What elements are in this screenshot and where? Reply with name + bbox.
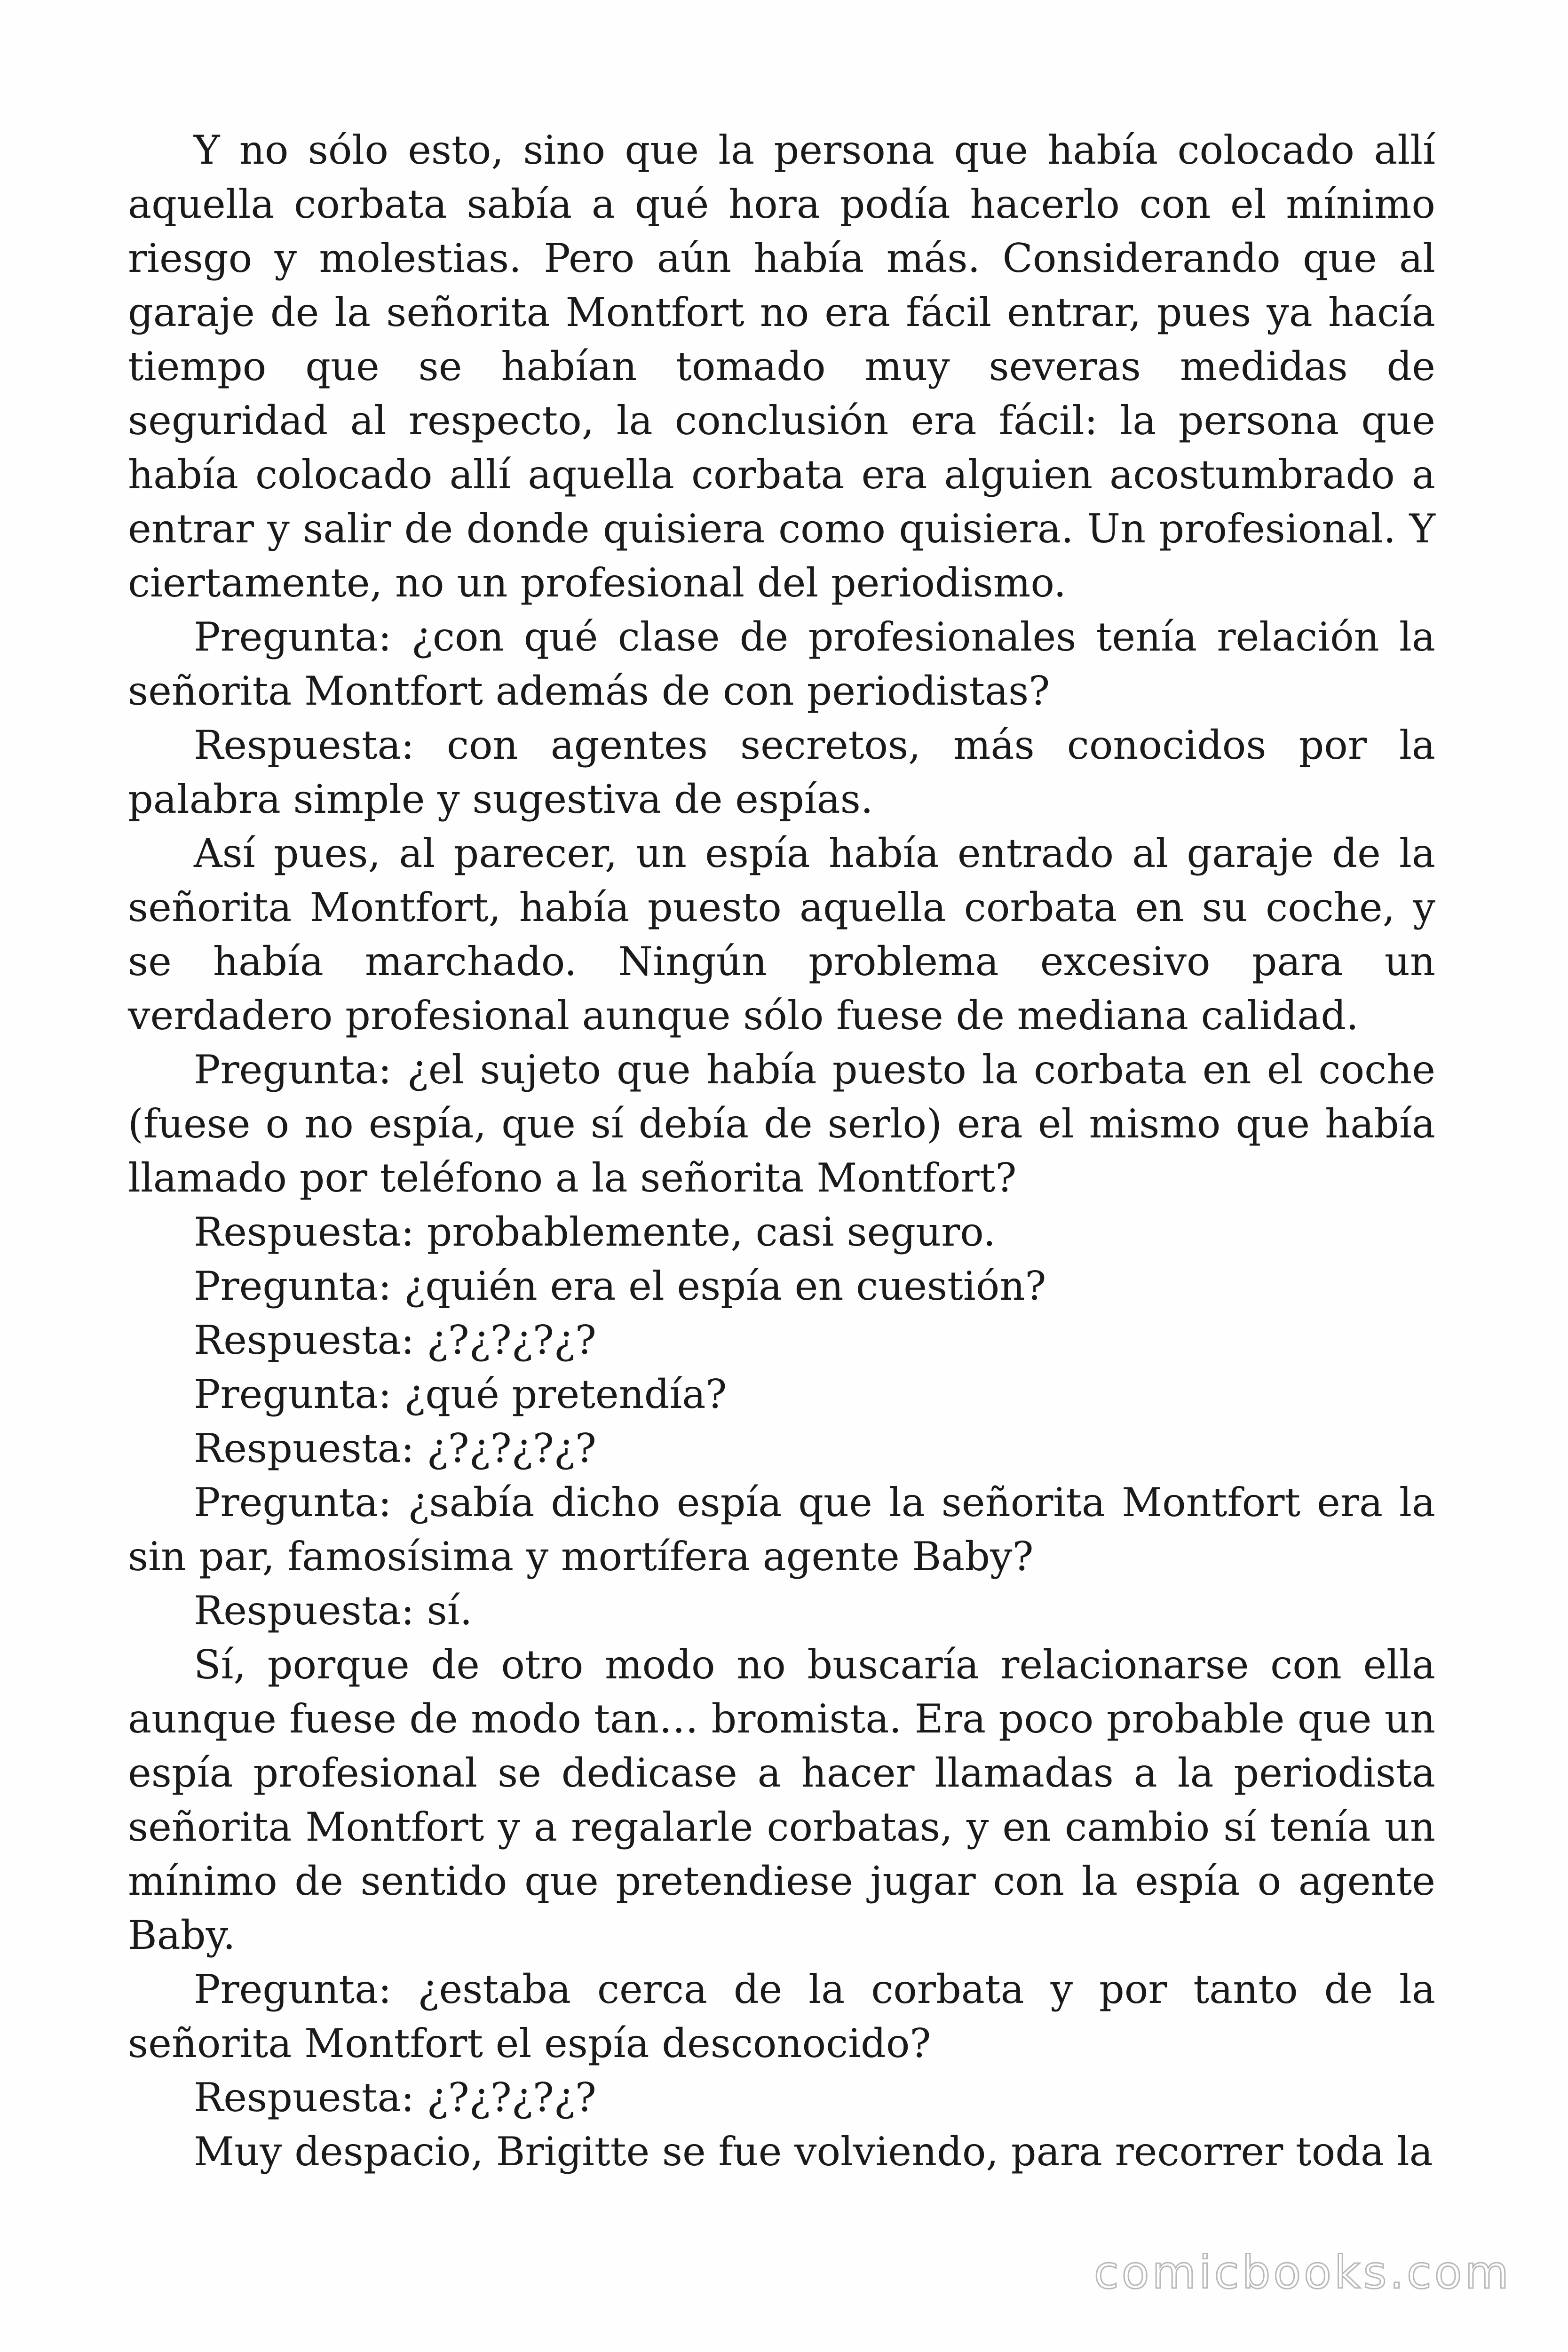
paragraph: Respuesta: ¿?¿?¿?¿? xyxy=(194,1425,596,1471)
paragraph: Pregunta: ¿estaba cerca de la corbata y por tanto de la señorita Montfort el espía desconocido? xyxy=(128,1966,1435,2066)
paragraph: Sí, porque de otro modo no buscaría relacionarse con ella aunque fuese de modo tan… bromista. Era poco probable que un espía profesional se dedicase a hacer llamadas a la periodista señorita Montfort y a regalarle corbatas, y en cambio sí tenía un mínimo de sentido que pretendiese jugar con la espía o agente Baby. xyxy=(128,1642,1435,1958)
paragraph: Pregunta: ¿con qué clase de profesionales tenía relación la señorita Montfort además de con periodistas? xyxy=(128,614,1435,714)
paragraph: Pregunta: ¿el sujeto que había puesto la corbata en el coche (fuese o no espía, que sí debía de serlo) era el mismo que había llamado por teléfono a la señorita Montfort? xyxy=(128,1047,1435,1201)
body-text xyxy=(128,123,1435,2179)
paragraph: Pregunta: ¿quién era el espía en cuestión? xyxy=(194,1263,1046,1309)
paragraph: Pregunta: ¿sabía dicho espía que la señorita Montfort era la sin par, famosísima y mortífera agente Baby? xyxy=(128,1479,1435,1580)
paragraph: Respuesta: con agentes secretos, más conocidos por la palabra simple y sugestiva de espías. xyxy=(128,722,1435,822)
paragraph: Así pues, al parecer, un espía había entrado al garaje de la señorita Montfort, había puesto aquella corbata en su coche, y se había marchado. Ningún problema excesivo para un verdadero profesional aunque sólo fuese de mediana calidad. xyxy=(128,830,1435,1039)
paragraph: Respuesta: probablemente, casi seguro. xyxy=(194,1209,996,1255)
paragraph: Y no sólo esto, sino que la persona que había colocado allí aquella corbata sabía a qué hora podía hacerlo con el mínimo riesgo y molestias. Pero aún había más. Considerando que al garaje de la señorita Montfort no era fácil entrar, pues ya hacía tiempo que se habían tomado muy severas medidas de seguridad al respecto, la conclusión era fácil: la persona que había colocado allí aquella corbata era alguien acostumbrado a entrar y salir de donde quisiera como quisiera. Un profesional. Y ciertamente, no un profesional del periodismo. xyxy=(128,127,1435,606)
paragraph: Pregunta: ¿qué pretendía? xyxy=(194,1371,727,1417)
paragraph: Muy despacio, Brigitte se fue volviendo, para recorrer toda la xyxy=(194,2129,1433,2175)
paragraph: Respuesta: ¿?¿?¿?¿? xyxy=(194,2074,596,2121)
paragraph: Respuesta: ¿?¿?¿?¿? xyxy=(194,1317,596,1363)
paragraph: Respuesta: sí. xyxy=(194,1588,473,1634)
watermark: comicbooks.com xyxy=(1093,2246,1512,2299)
